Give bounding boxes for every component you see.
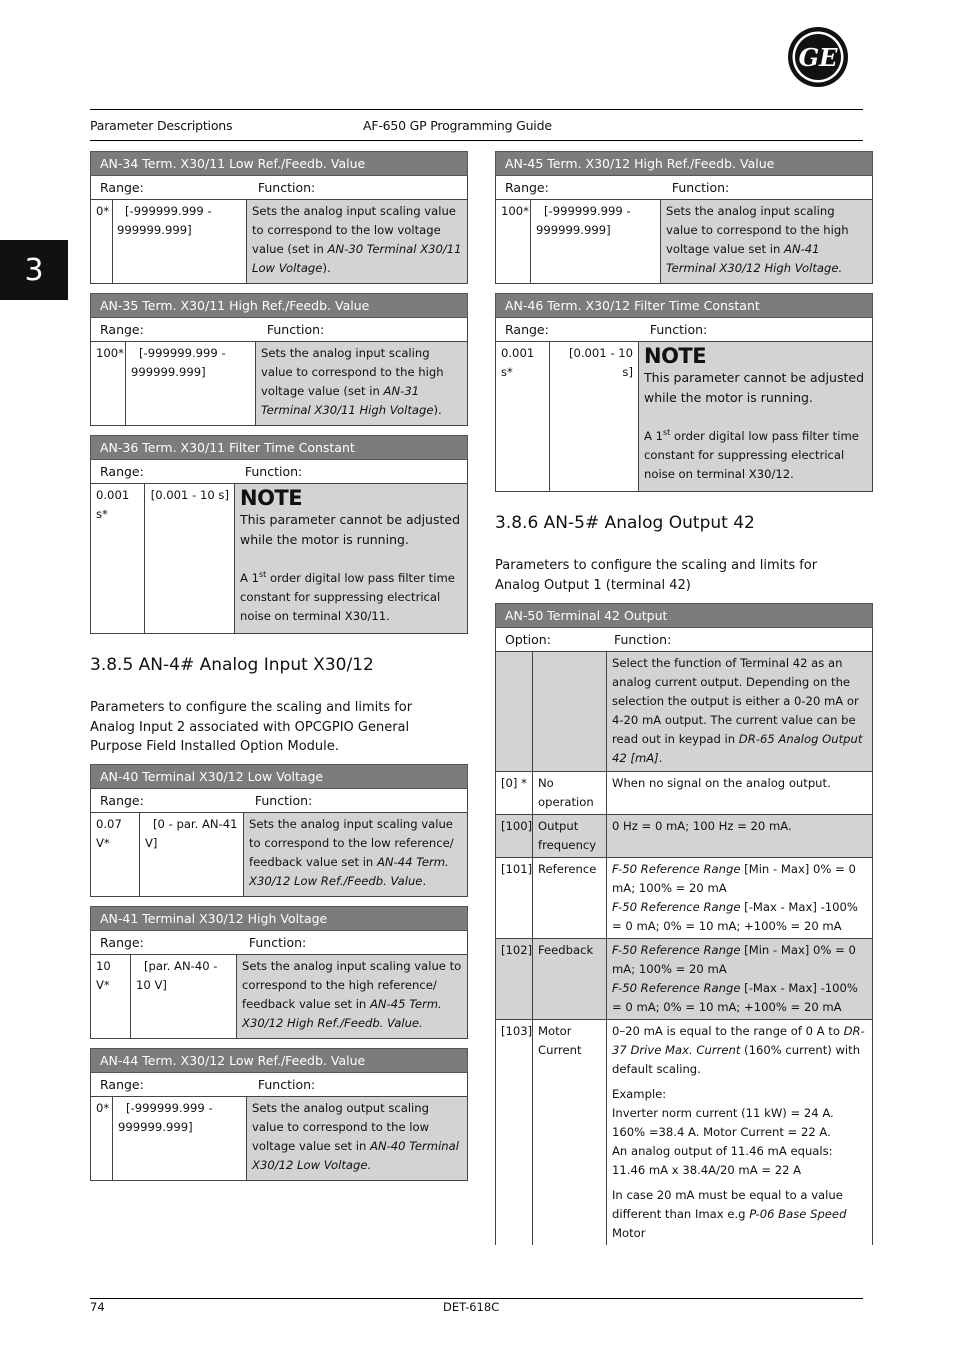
function-text: Sets the analog input scaling value to correspond to the low reference/ feedback value set in AN-44 Term. X30/12 Low Ref./Feedb. Value. xyxy=(244,813,468,897)
ge-logo xyxy=(787,26,849,88)
function-text: Sets the analog input scaling value to correspond to the high voltage value (set in AN-31 Terminal X30/11 High Voltage). xyxy=(256,342,468,426)
function-cell xyxy=(235,484,468,634)
option-code: [101] xyxy=(496,858,533,939)
table-title: AN-40 Terminal X30/12 Low Voltage xyxy=(91,765,468,789)
table-title: AN-41 Terminal X30/12 High Voltage xyxy=(91,907,468,931)
section-heading-3-8-5: 3.8.5 AN-4# Analog Input X30/12 xyxy=(90,655,374,675)
range-value: [par. AN-40 - 10 V] xyxy=(131,955,237,1039)
option-code: [100] xyxy=(496,815,533,858)
option-text: 0–20 mA is equal to the range of 0 A to DR-37 Drive Max. Current (160% current) with default scaling. Example: Inverter norm current (11 kW) = 24 A. 160% =38.4 A. Motor Current = 22 A. An analog output of 11.46 mA equals: 11.46 mA x 38.4A/20 mA = 22 A In case 20 mA must be equal to a value different than Imax e.g P-06 Base Speed Motor xyxy=(607,1020,873,1246)
note-heading: NOTE xyxy=(240,486,303,510)
option-text: 0 Hz = 0 mA; 100 Hz = 20 mA. xyxy=(607,815,873,858)
option-name: No operation xyxy=(533,772,607,815)
option-name: Reference xyxy=(533,858,607,939)
option-name: Feedback xyxy=(533,939,607,1020)
range-value: [-999999.999 - 999999.999] xyxy=(126,342,256,426)
chapter-tab: 3 xyxy=(0,240,68,300)
range-label: Range: xyxy=(505,180,549,195)
function-label: Function: xyxy=(254,793,313,808)
table-title: AN-34 Term. X30/11 Low Ref./Feedb. Value xyxy=(91,152,468,176)
table-title: AN-46 Term. X30/12 Filter Time Constant xyxy=(496,294,873,318)
note-heading: NOTE xyxy=(644,344,707,368)
header-top-rule xyxy=(90,109,863,110)
default-value: 10 V* xyxy=(91,955,131,1039)
function-label: Function: xyxy=(671,180,730,195)
param-table-an41 xyxy=(90,906,468,1039)
note-text: This parameter cannot be adjusted while the motor is running. xyxy=(240,512,461,547)
function-label: Function: xyxy=(257,1077,316,1092)
table-title: AN-35 Term. X30/11 High Ref./Feedb. Value xyxy=(91,294,468,318)
table-title: AN-50 Terminal 42 Output xyxy=(496,604,873,628)
range-value: [-999999.999 - 999999.999] xyxy=(531,200,661,284)
default-value: 0* xyxy=(91,1097,113,1181)
param-table-an34 xyxy=(90,151,468,284)
header-bottom-rule xyxy=(90,140,863,141)
range-value: [0.001 - 10 s] xyxy=(145,484,235,634)
function-text: Sets the analog input scaling value to correspond to the high reference/ feedback value set in AN-45 Term. X30/12 High Ref./Feedb. Value. xyxy=(237,955,468,1039)
function-cell xyxy=(639,342,873,492)
option-row-100 xyxy=(496,815,873,858)
header-section-title: Parameter Descriptions xyxy=(90,118,233,133)
function-label: Function: xyxy=(257,180,316,195)
range-value: [-999999.999 - 999999.999] xyxy=(113,1097,247,1181)
footer-rule xyxy=(90,1298,863,1299)
section-heading-3-8-6: 3.8.6 AN-5# Analog Output 42 xyxy=(495,513,755,533)
range-value: [0 - par. AN-41 V] xyxy=(140,813,244,897)
range-label: Range: xyxy=(100,180,144,195)
option-code: [102] xyxy=(496,939,533,1020)
default-value: 0* xyxy=(91,200,113,284)
default-value: 100* xyxy=(91,342,126,426)
param-table-an35 xyxy=(90,293,468,426)
table-title: AN-45 Term. X30/12 High Ref./Feedb. Value xyxy=(496,152,873,176)
range-value: [0.001 - 10 s] xyxy=(550,342,639,492)
document-code: DET-618C xyxy=(443,1300,500,1314)
function-text: Select the function of Terminal 42 as an analog current output. Depending on the selection the output is either a 0-20 mA or 4-20 mA output. The current value can be read out in keypad in DR-65 Analog Output 42 [mA]. xyxy=(607,652,873,772)
function-text: A 1st order digital low pass filter time constant for suppressing electrical noise on terminal X30/12. xyxy=(644,428,859,481)
function-text: Sets the analog input scaling value to correspond to the high voltage value set in AN-41 Terminal X30/12 High Voltage. xyxy=(661,200,873,284)
default-value: 0.07 V* xyxy=(91,813,140,897)
range-label: Range: xyxy=(505,322,549,337)
table-title: AN-36 Term. X30/11 Filter Time Constant xyxy=(91,436,468,460)
function-label: Function: xyxy=(248,935,307,950)
function-text: Sets the analog input scaling value to correspond to the low voltage value (set in AN-30 Terminal X30/11 Low Voltage). xyxy=(247,200,468,284)
range-label: Range: xyxy=(100,322,144,337)
function-label: Function: xyxy=(613,632,672,647)
function-label: Function: xyxy=(266,322,325,337)
note-text: This parameter cannot be adjusted while the motor is running. xyxy=(644,370,865,405)
default-value: 100* xyxy=(496,200,531,284)
param-table-an46 xyxy=(495,293,873,492)
range-label: Range: xyxy=(100,793,144,808)
option-row-101 xyxy=(496,858,873,939)
param-table-an50 xyxy=(495,603,873,1245)
range-value: [-999999.999 - 999999.999] xyxy=(113,200,247,284)
svg-text:GE: GE xyxy=(798,43,838,72)
option-text: F-50 Reference Range [Min - Max] 0% = 0 mA; 100% = 20 mA F-50 Reference Range [-Max - Max] -100% = 0 mA; 0% = 10 mA; +100% = 20 mA xyxy=(607,939,873,1020)
option-row-103 xyxy=(496,1020,873,1246)
option-name: Motor Current xyxy=(533,1020,607,1246)
section-paragraph-3-8-5: Parameters to configure the scaling and limits for Analog Input 2 associated with OPCGPIO General Purpose Field Installed Option Module. xyxy=(90,700,413,754)
default-value: 0.001 s* xyxy=(91,484,145,634)
option-label: Option: xyxy=(505,632,551,647)
header-guide-title: AF-650 GP Programming Guide xyxy=(363,118,552,133)
range-label: Range: xyxy=(100,1077,144,1092)
param-table-an40 xyxy=(90,764,468,897)
page-number: 74 xyxy=(90,1300,105,1314)
function-label: Function: xyxy=(244,464,303,479)
param-table-an44 xyxy=(90,1048,468,1181)
option-text: F-50 Reference Range [Min - Max] 0% = 0 mA; 100% = 20 mA F-50 Reference Range [-Max - Max] -100% = 0 mA; 0% = 10 mA; +100% = 20 mA xyxy=(607,858,873,939)
option-code: [0] * xyxy=(496,772,533,815)
range-label: Range: xyxy=(100,464,144,479)
option-row-102 xyxy=(496,939,873,1020)
function-text: Sets the analog output scaling value to correspond to the low voltage value set in AN-40 Terminal X30/12 Low Voltage. xyxy=(247,1097,468,1181)
option-code: [103] xyxy=(496,1020,533,1246)
default-value: 0.001 s* xyxy=(496,342,550,492)
function-text: A 1st order digital low pass filter time constant for suppressing electrical noise on terminal X30/11. xyxy=(240,570,455,623)
option-text: When no signal on the analog output. xyxy=(607,772,873,815)
param-table-an36 xyxy=(90,435,468,634)
function-label: Function: xyxy=(649,322,708,337)
range-label: Range: xyxy=(100,935,144,950)
option-name: Output frequency xyxy=(533,815,607,858)
section-paragraph-3-8-6: Parameters to configure the scaling and limits for Analog Output 1 (terminal 42) xyxy=(495,558,818,593)
table-title: AN-44 Term. X30/12 Low Ref./Feedb. Value xyxy=(91,1049,468,1073)
option-row-0 xyxy=(496,772,873,815)
param-table-an45 xyxy=(495,151,873,284)
